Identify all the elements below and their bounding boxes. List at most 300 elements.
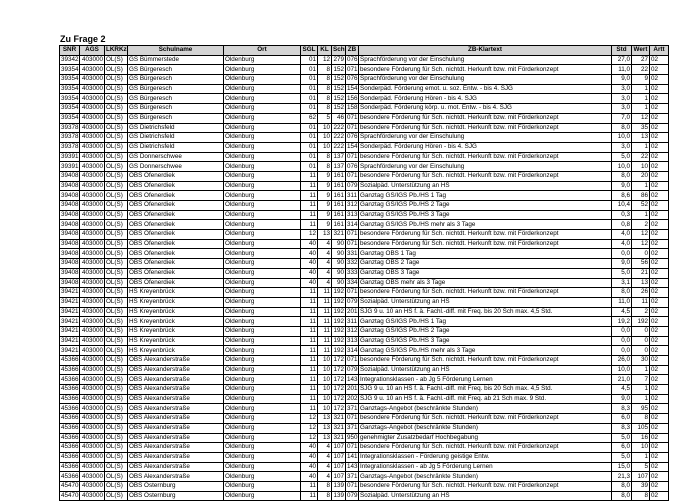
cell-ags: 403000 [80,297,105,307]
column-header-wert: Wert [632,46,650,56]
cell-kl: 13 [318,230,332,240]
cell-lkrkz: OL(S) [105,365,128,375]
cell-zb: 079 [347,181,358,189]
cell-wert: 12 [632,239,650,249]
cell-kl: 9 [318,210,332,220]
cell-sch: 137 [333,162,344,170]
cell-snr: 39408 [61,249,79,257]
cell-schulname: OBS Ofenerdiek [128,191,224,201]
cell-ort: Oldenburg [224,113,301,123]
cell-wert: 16 [632,433,650,443]
cell-wert: 1 [632,385,650,395]
table-row [60,191,669,201]
cell-artt: 02 [650,404,669,414]
cell-artt: 02 [650,452,669,462]
cell-std: 8,3 [612,423,632,433]
table-row [60,152,669,162]
cell-ort: Oldenburg [224,336,301,346]
cell-sch: 161 [333,201,344,209]
cell-snr: 39421 [61,307,79,315]
cell-wert: 27 [632,55,650,65]
cell-sch: 90 [332,239,346,249]
cell-snr: 39408 [61,181,79,189]
cell-sgl: 01 [301,55,318,65]
cell-ags: 403000 [80,75,105,85]
cell-std: 3,0 [612,142,632,152]
cell-kl: 8 [318,104,332,114]
cell-lkrkz: OL(S) [105,249,128,259]
cell-sch: 161 [333,210,344,218]
cell-snr: 39378 [61,123,79,131]
cell-snr: 45366 [61,395,79,403]
cell-zb: 071 [347,482,358,490]
cell-sgl: 11 [301,191,318,201]
cell-zb-klartext: besondere Förderung für Sch. nichtdt. Herkunft bzw. mit Förderkonzept [359,152,612,162]
cell-schulname: HS Kreyenbrück [128,317,224,327]
cell-sgl: 01 [301,162,318,172]
cell-ags: 403000 [80,307,105,317]
cell-sgl: 11 [301,201,318,211]
cell-schulname: OBS Alexanderstraße [128,356,224,366]
cell-zb: 143 [347,462,358,470]
cell-zb: 079 [347,298,358,306]
cell-artt: 02 [650,346,669,356]
cell-sgl: 11 [301,394,318,404]
cell-snr: 45366 [61,375,79,383]
cell-zb-klartext: Ganztags-Angebot (beschränkte Stunden) [359,404,612,414]
cell-lkrkz: OL(S) [105,259,128,269]
cell-zb: 076 [347,55,358,63]
cell-sch: 137 [333,152,344,160]
cell-sch: 192 [333,288,344,296]
cell-artt: 02 [650,123,669,133]
cell-kl: 8 [318,481,332,491]
cell-std: 9,0 [612,181,632,191]
cell-schulname: HS Kreyenbrück [128,297,224,307]
table-row [60,142,669,152]
cell-zb: 333 [347,269,358,277]
cell-ort: Oldenburg [224,307,301,317]
cell-std: 4,0 [612,239,632,249]
cell-std: 8,0 [612,123,632,133]
cell-schulname: OBS Osternburg [128,481,224,491]
cell-kl: 4 [318,259,332,269]
cell-wert: 5 [632,462,650,472]
cell-ort: Oldenburg [224,317,301,327]
cell-sch: 222 [333,123,344,131]
cell-zb: 071 [347,443,358,451]
cell-zb: 141 [347,453,358,461]
table-row [60,75,669,85]
cell-std: 21,0 [612,375,632,385]
cell-std: 0,0 [612,336,632,346]
cell-wert: 52 [632,201,650,211]
column-header-zb-klartext: ZB-Klartext [359,46,612,56]
cell-kl: 12 [318,55,332,65]
cell-kl: 11 [318,326,332,336]
cell-sgl: 11 [301,326,318,336]
cell-ags: 403000 [80,181,105,191]
cell-sch: 161 [333,181,344,189]
cell-ort: Oldenburg [224,462,301,472]
cell-std: 27,0 [612,55,632,65]
cell-ort: Oldenburg [224,220,301,230]
cell-std: 8,0 [612,288,632,298]
cell-wert: 22 [632,152,650,162]
cell-sch: 192 [333,346,344,354]
cell-artt: 02 [650,336,669,346]
table-row [60,133,669,143]
cell-ags: 403000 [80,375,105,385]
cell-schulname: GS Dietrichsfeld [128,133,224,143]
cell-artt: 02 [650,365,669,375]
cell-wert: 8 [632,414,650,424]
cell-lkrkz: OL(S) [105,462,128,472]
cell-wert: 0 [632,346,650,356]
cell-kl: 10 [318,356,332,366]
cell-ags: 403000 [80,443,105,453]
cell-std: 5,0 [612,268,632,278]
cell-wert: 1 [632,181,650,191]
cell-wert: 8 [632,491,650,501]
cell-schulname: GS Bümmerstede [128,55,224,65]
cell-zb-klartext: Sprachförderung vor der Einschulung [359,75,612,85]
cell-sgl: 12 [301,423,318,433]
cell-snr: 39408 [61,172,79,180]
cell-artt: 02 [650,423,669,433]
table-row [60,220,669,230]
cell-ort: Oldenburg [224,433,301,443]
table-row [60,259,669,269]
cell-kl: 10 [318,365,332,375]
cell-kl: 8 [318,152,332,162]
cell-lkrkz: OL(S) [105,201,128,211]
cell-ort: Oldenburg [224,481,301,491]
cell-sgl: 11 [301,181,318,191]
cell-kl: 13 [318,414,332,424]
cell-sgl: 11 [301,346,318,356]
cell-sch: 152 [333,75,344,83]
cell-snr: 39421 [61,336,79,344]
table-body [60,55,669,501]
cell-ort: Oldenburg [224,171,301,181]
table-row [60,481,669,491]
cell-sgl: 40 [301,472,318,482]
cell-snr: 39354 [61,65,79,73]
cell-sgl: 40 [301,278,318,288]
cell-zb: 158 [347,104,358,112]
cell-ort: Oldenburg [224,365,301,375]
cell-schulname: OBS Ofenerdiek [128,268,224,278]
cell-artt: 02 [650,356,669,366]
cell-ags: 403000 [80,365,105,375]
cell-ags: 403000 [80,278,105,288]
cell-sch: 192 [333,298,344,306]
cell-zb: 371 [347,424,358,432]
cell-artt: 02 [650,375,669,385]
cell-snr: 45366 [61,356,79,364]
cell-lkrkz: OL(S) [105,220,128,230]
cell-ags: 403000 [80,171,105,181]
cell-sch: 90 [332,268,346,278]
cell-sgl: 12 [301,414,318,424]
cell-ags: 403000 [80,414,105,424]
cell-std: 21,3 [612,472,632,482]
cell-std: 3,0 [612,84,632,94]
table-row [60,230,669,240]
cell-zb: 071 [347,414,358,422]
cell-kl: 11 [318,297,332,307]
table-row [60,365,669,375]
cell-artt: 02 [650,104,669,114]
cell-snr: 39378 [61,133,79,141]
column-header-sch: Sch [333,46,345,54]
cell-schulname: OBS Alexanderstraße [128,404,224,414]
cell-zb: 071 [347,172,358,180]
cell-zb: 071 [347,240,358,248]
cell-wert: 95 [632,404,650,414]
cell-ags: 403000 [80,385,105,395]
cell-schulname: OBS Ofenerdiek [128,171,224,181]
cell-artt: 02 [650,65,669,75]
cell-artt: 02 [650,75,669,85]
cell-std: 9,0 [612,394,632,404]
cell-schulname: OBS Alexanderstraße [128,365,224,375]
cell-zb-klartext: Ganztag GS/IGS Pb./HS mehr als 3 Tage [359,346,612,356]
cell-artt: 02 [650,55,669,65]
cell-zb-klartext: Ganztag OBS 1 Tag [359,249,612,259]
cell-sch: 172 [333,375,344,383]
cell-sgl: 40 [301,268,318,278]
cell-ort: Oldenburg [224,152,301,162]
cell-zb-klartext: besondere Förderung für Sch. nichtdt. Herkunft bzw. mit Förderkonzept [359,481,612,491]
cell-artt: 02 [650,171,669,181]
cell-wert: 20 [632,171,650,181]
cell-kl: 11 [318,317,332,327]
table-row [60,65,669,75]
cell-kl: 10 [318,123,332,133]
cell-std: 0,8 [612,220,632,230]
cell-kl: 10 [318,404,332,414]
cell-ags: 403000 [80,84,105,94]
cell-zb: 201 [347,385,358,393]
cell-zb-klartext: Sonderpäd. Förderung emot. u. soz. Entw. - bis 4. SJG [359,84,612,94]
cell-artt: 02 [650,162,669,172]
cell-ort: Oldenburg [224,375,301,385]
cell-artt: 02 [650,259,669,269]
cell-snr: 45366 [61,453,79,461]
cell-wert: 9 [632,75,650,85]
cell-sch: 161 [333,191,344,199]
cell-std: 19,2 [612,317,632,327]
cell-artt: 02 [650,191,669,201]
cell-zb: 201 [347,307,358,315]
cell-ort: Oldenburg [224,288,301,298]
cell-schulname: OBS Alexanderstraße [128,433,224,443]
cell-std: 3,0 [612,104,632,114]
cell-ags: 403000 [80,162,105,172]
cell-ags: 403000 [80,317,105,327]
cell-ags: 403000 [80,104,105,114]
column-header-schulname: Schulname [128,46,224,56]
table-row [60,249,669,259]
cell-zb-klartext: Sozialpäd. Unterstützung an HS [359,297,612,307]
cell-lkrkz: OL(S) [105,104,128,114]
cell-artt: 02 [650,443,669,453]
cell-ags: 403000 [80,94,105,104]
cell-zb: 334 [347,278,358,286]
cell-ort: Oldenburg [224,472,301,482]
cell-snr: 39421 [61,317,79,325]
cell-zb: 071 [347,123,358,131]
cell-ort: Oldenburg [224,385,301,395]
cell-kl: 9 [318,220,332,230]
cell-zb-klartext: Ganztag OBS 3 Tage [359,268,612,278]
cell-zb: 156 [347,94,358,102]
cell-sgl: 11 [301,297,318,307]
cell-sch: 321 [333,433,344,441]
cell-lkrkz: OL(S) [105,268,128,278]
cell-schulname: OBS Ofenerdiek [128,230,224,240]
cell-ort: Oldenburg [224,55,301,65]
cell-sch: 152 [333,94,344,102]
cell-std: 4,0 [612,230,632,240]
cell-ort: Oldenburg [224,423,301,433]
cell-kl: 5 [318,113,332,123]
cell-zb: 071 [347,65,358,73]
cell-snr: 45366 [61,424,79,432]
cell-schulname: GS Bürgeresch [128,75,224,85]
cell-sgl: 40 [301,239,318,249]
cell-sgl: 01 [301,65,318,75]
cell-lkrkz: OL(S) [105,191,128,201]
cell-std: 3,0 [612,94,632,104]
cell-kl: 9 [318,181,332,191]
cell-kl: 13 [318,433,332,443]
cell-sch: 152 [333,104,344,112]
cell-zb-klartext: SJG 9 u. 10 an HS f. ä. Fachl.-diff. mit Freq. bis 20 Sch max. 4,5 Std. [359,307,612,317]
cell-ort: Oldenburg [224,259,301,269]
cell-std: 11,0 [612,297,632,307]
cell-lkrkz: OL(S) [105,336,128,346]
cell-lkrkz: OL(S) [105,75,128,85]
cell-zb-klartext: Sonderpäd. Förderung Hören - bis 4. SJG [359,94,612,104]
cell-lkrkz: OL(S) [105,307,128,317]
table-row [60,181,669,191]
cell-schulname: OBS Ofenerdiek [128,278,224,288]
cell-ort: Oldenburg [224,123,301,133]
cell-snr: 45366 [61,472,79,480]
cell-zb: 332 [347,259,358,267]
table-row [60,414,669,424]
cell-zb: 314 [347,346,358,354]
cell-ags: 403000 [80,55,105,65]
cell-schulname: GS Bürgeresch [128,94,224,104]
cell-zb-klartext: Ganztag GS/IGS Pb./HS 2 Tage [359,326,612,336]
cell-ags: 403000 [80,472,105,482]
cell-zb-klartext: besondere Förderung für Sch. nichtdt. Herkunft bzw. mit Förderkonzept [359,123,612,133]
cell-std: 7,0 [612,113,632,123]
cell-wert: 1 [632,84,650,94]
cell-snr: 39391 [61,162,79,170]
cell-snr: 39354 [61,85,79,93]
cell-snr: 39408 [61,240,79,248]
cell-kl: 8 [318,94,332,104]
cell-snr: 45470 [61,482,79,490]
cell-kl: 10 [318,385,332,395]
cell-sgl: 11 [301,336,318,346]
cell-wert: 107 [632,472,650,482]
cell-kl: 8 [318,84,332,94]
cell-ags: 403000 [80,462,105,472]
cell-wert: 13 [632,133,650,143]
table-row [60,375,669,385]
cell-lkrkz: OL(S) [105,162,128,172]
cell-schulname: GS Bürgeresch [128,65,224,75]
cell-sgl: 12 [301,230,318,240]
cell-zb: 143 [347,375,358,383]
cell-artt: 02 [650,394,669,404]
table-row [60,472,669,482]
cell-artt: 02 [650,142,669,152]
cell-zb-klartext: SJG 9 u. 10 an HS f. ä. Fachl.-diff. mit Freq. bis 20 Sch max. 4,5 Std. [359,385,612,395]
cell-ags: 403000 [80,123,105,133]
cell-sch: 161 [333,220,344,228]
cell-schulname: OBS Ofenerdiek [128,239,224,249]
table-row [60,84,669,94]
cell-std: 0,0 [612,326,632,336]
cell-snr: 39408 [61,201,79,209]
cell-zb: 312 [347,327,358,335]
cell-artt: 02 [650,433,669,443]
table-row [60,326,669,336]
cell-sgl: 11 [301,491,318,501]
table-row [60,210,669,220]
cell-sch: 107 [333,472,344,480]
cell-lkrkz: OL(S) [105,278,128,288]
cell-snr: 45366 [61,365,79,373]
cell-zb-klartext: genehmigter Zusatzbedarf Hochbegabung [359,433,612,443]
cell-zb-klartext: besondere Förderung für Sch. nichtdt. Herkunft bzw. mit Förderkonzept [359,239,612,249]
cell-sgl: 62 [301,113,318,123]
cell-std: 10,4 [612,201,632,211]
cell-schulname: OBS Ofenerdiek [128,181,224,191]
cell-snr: 45366 [61,433,79,441]
cell-kl: 11 [318,336,332,346]
cell-zb: 154 [347,85,358,93]
cell-wert: 7 [632,375,650,385]
cell-artt: 02 [650,230,669,240]
cell-sgl: 01 [301,133,318,143]
cell-kl: 4 [318,278,332,288]
cell-ort: Oldenburg [224,239,301,249]
cell-zb-klartext: Ganztags-Angebot (beschränkte Stunden) [359,423,612,433]
cell-zb: 071 [347,356,358,364]
cell-lkrkz: OL(S) [105,142,128,152]
cell-std: 8,0 [612,481,632,491]
cell-zb-klartext: Ganztag GS/IGS Pb./HS 2 Tage [359,201,612,211]
cell-wert: 39 [632,481,650,491]
cell-zb: 079 [347,491,358,499]
cell-sgl: 11 [301,356,318,366]
cell-zb-klartext: besondere Förderung für Sch. nichtdt. Herkunft bzw. mit Förderkonzept [359,65,612,75]
cell-kl: 4 [318,443,332,453]
cell-zb: 313 [347,210,358,218]
cell-sgl: 11 [301,375,318,385]
cell-sch: 192 [333,336,344,344]
cell-ags: 403000 [80,220,105,230]
cell-ort: Oldenburg [224,326,301,336]
